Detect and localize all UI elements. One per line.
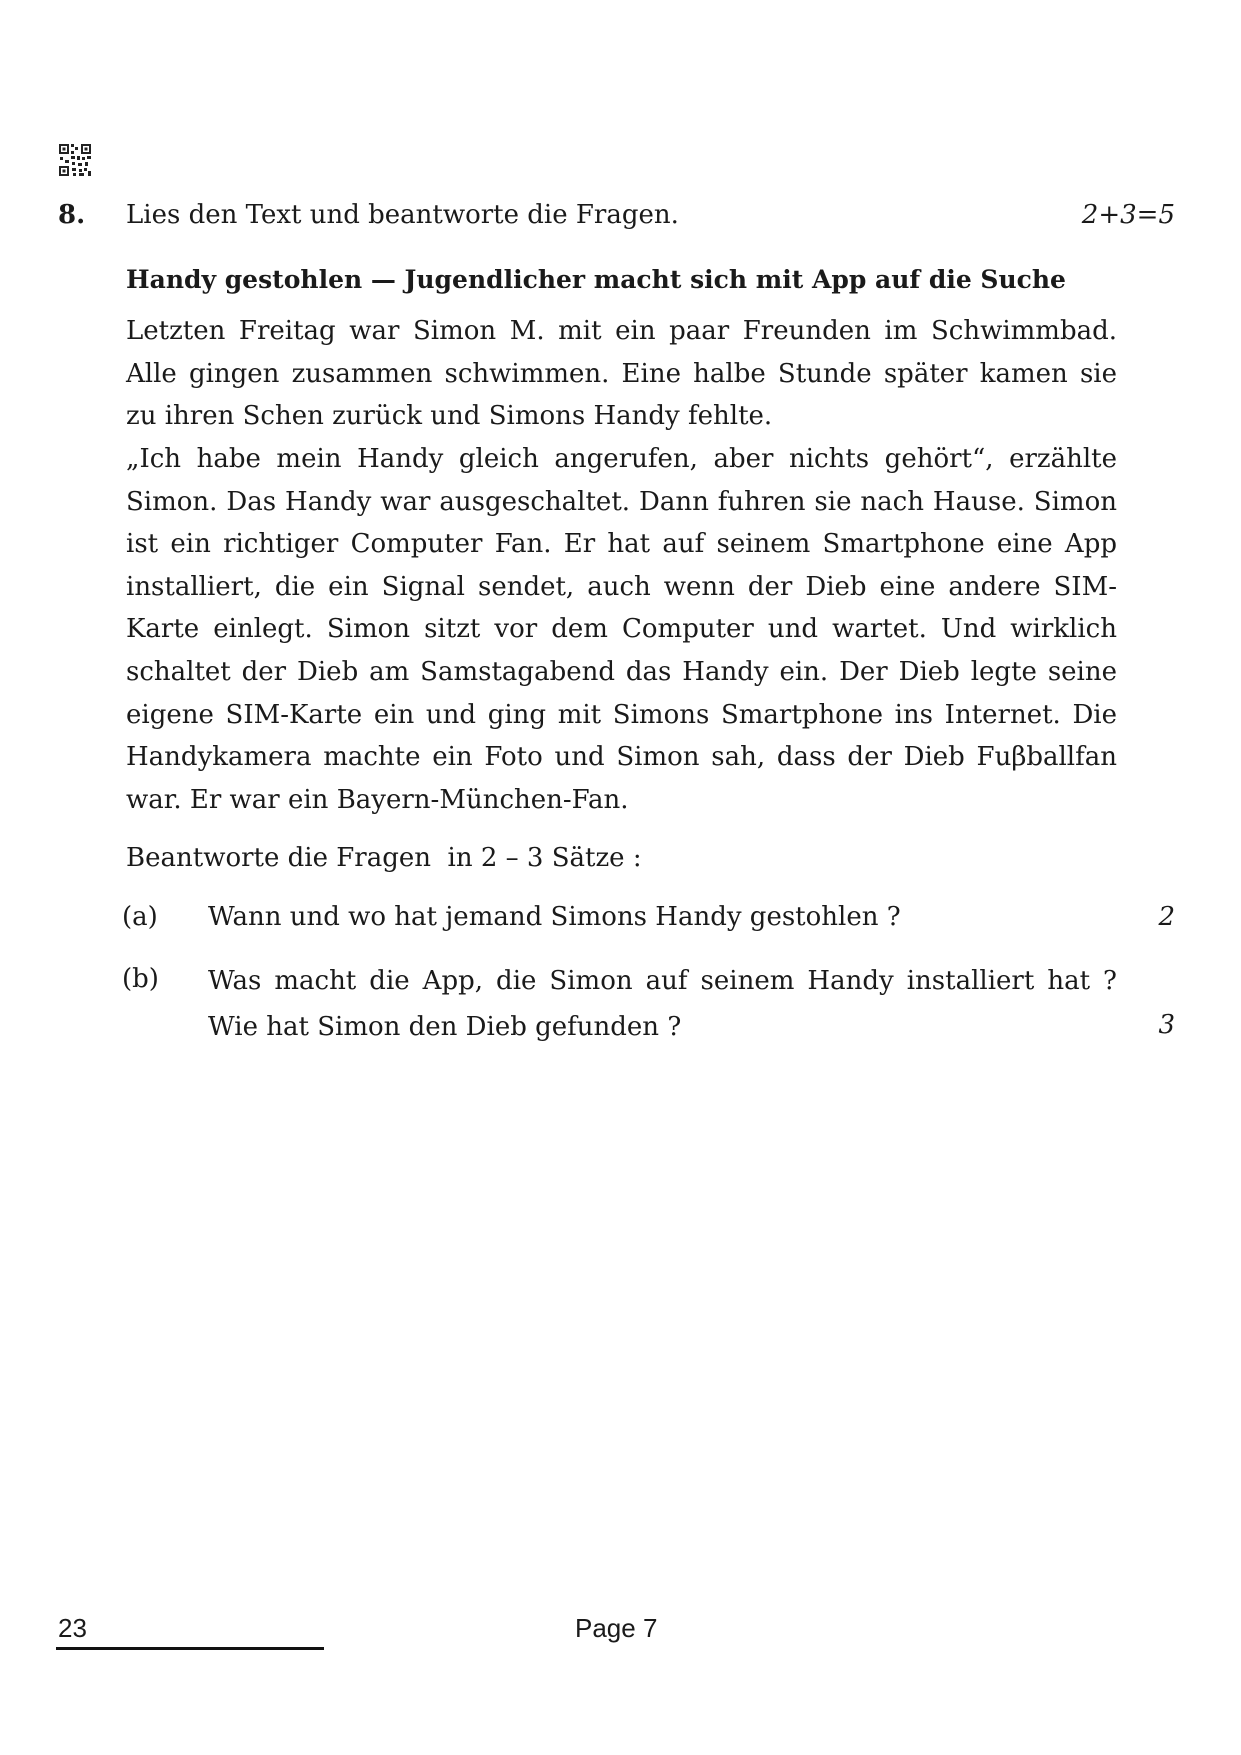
subquestion-b-marks: 3 [1158, 1010, 1175, 1040]
subquestion-a-text: Wann und wo hat jemand Simons Handy gestohlen ? [208, 902, 901, 932]
question-marks: 2+3=5 [1081, 200, 1175, 230]
question-number: 8. [58, 200, 86, 230]
question-instruction: Lies den Text und beantworte die Fragen. [126, 200, 679, 230]
footer-divider [56, 1647, 324, 1650]
article-paragraph-2: „Ich habe mein Handy gleich angerufen, aber nichts gehört“, erzählte Simon. Das Handy war ausgeschaltet. Dann fuhren sie nach Hause. Simon ist ein richtiger Computer Fan. Er hat auf seinem Smartphone eine App installiert, die ein Signal sendet, auch wenn der Dieb eine andere SIM-Karte einlegt. Simon sitzt vor dem Computer und wartet. Und wirklich schaltet der Dieb am Samstagabend das Handy ein. Der Dieb legte seine eigene SIM-Karte ein und ging mit Simons Smartphone ins Internet. Die Handykamera machte ein Foto und Simon sah, dass der Dieb Fuβballfan war. Er war ein Bayern-München-Fan. [126, 444, 1117, 815]
qr-code-icon [58, 143, 92, 177]
page-number: Page 7 [575, 1613, 658, 1643]
subquestion-a-marks: 2 [1158, 902, 1175, 932]
subquestion-b-line-1: Was macht die App, die Simon auf seinem Handy installiert hat ? [208, 966, 1117, 996]
subquestion-b-text [208, 958, 1117, 1050]
subquestion-a-label: (a) [122, 902, 158, 932]
footer-code: 23 [58, 1613, 87, 1643]
subquestion-b-label: (b) [122, 964, 159, 994]
task-instruction: Beantworte die Fragen in 2 – 3 Sätze : [126, 843, 642, 873]
article-title: Handy gestohlen — Jugendlicher macht sich mit App auf die Suche [126, 265, 1066, 294]
article-paragraph-1: Letzten Freitag war Simon M. mit ein paar Freunden im Schwimmbad. Alle gingen zusammen schwimmen. Eine halbe Stunde später kamen sie zu ihren Schen zurück und Simons Handy fehlte. [126, 316, 1117, 432]
subquestion-b-line-2: Wie hat Simon den Dieb gefunden ? [208, 1012, 682, 1042]
